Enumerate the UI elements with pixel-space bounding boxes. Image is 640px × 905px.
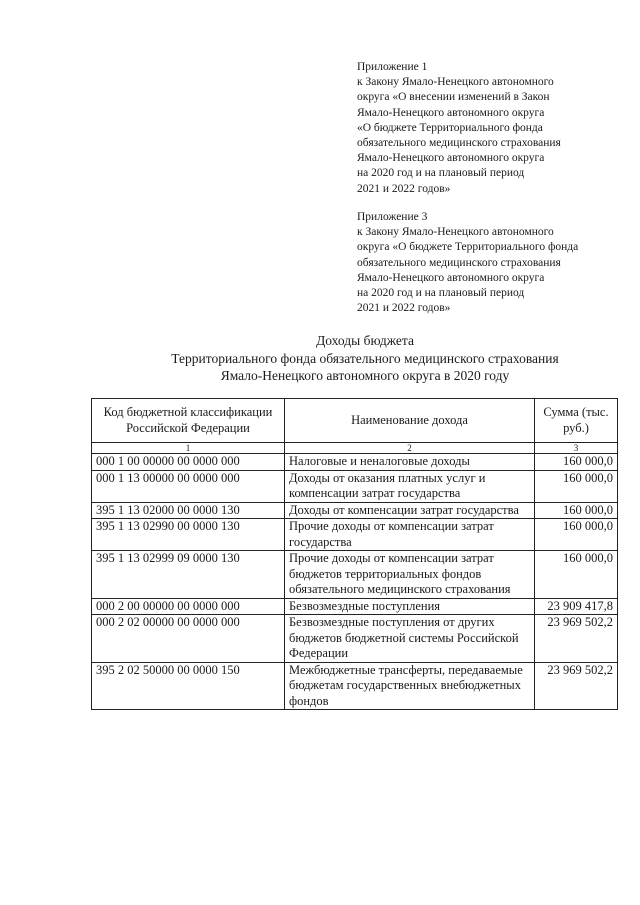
row-code: 000 1 00 00000 00 0000 000 — [92, 454, 285, 471]
row-name: Доходы от оказания платных услуг и компенсации затрат государства — [285, 470, 535, 502]
appendix-3-line: на 2020 год и на плановый период — [357, 287, 525, 300]
row-code: 000 2 00 00000 00 0000 000 — [92, 598, 285, 615]
table-row — [92, 502, 618, 519]
column-number-row — [92, 443, 618, 454]
document-title — [100, 332, 630, 385]
appendix-3-line: Ямало-Ненецкого автономного округа — [357, 271, 545, 284]
row-sum: 160 000,0 — [535, 519, 618, 551]
income-table — [91, 398, 618, 710]
appendix-1-note — [357, 60, 627, 197]
appendix-1-line: обязательного медицинского страхования — [357, 137, 561, 150]
row-sum: 160 000,0 — [535, 454, 618, 471]
appendix-1-line: 2021 и 2022 годов» — [357, 182, 451, 195]
header-row — [92, 399, 618, 443]
row-sum: 160 000,0 — [535, 470, 618, 502]
title-line-3: Ямало-Ненецкого автономного округа в 2020 году — [220, 368, 510, 383]
column-number: 2 — [285, 443, 535, 454]
row-code: 000 2 02 00000 00 0000 000 — [92, 615, 285, 663]
table-row — [92, 615, 618, 663]
appendix-3-line: Приложение 3 — [357, 211, 428, 223]
row-sum: 23 969 502,2 — [535, 662, 618, 710]
row-sum: 160 000,0 — [535, 551, 618, 599]
appendix-3-line: округа «О бюджете Территориального фонда — [357, 241, 579, 254]
row-code: 395 2 02 50000 00 0000 150 — [92, 662, 285, 710]
header-sum: Сумма (тыс. руб.) — [535, 399, 618, 443]
title-line-2: Территориального фонда обязательного медицинского страхования — [171, 350, 559, 366]
row-code: 395 1 13 02990 00 0000 130 — [92, 519, 285, 551]
header-name: Наименование дохода — [285, 399, 535, 443]
table-row — [92, 551, 618, 599]
appendix-1-line: на 2020 год и на плановый период — [357, 167, 525, 180]
row-name: Доходы от компенсации затрат государства — [285, 502, 535, 519]
row-sum: 23 909 417,8 — [535, 598, 618, 615]
appendix-1-line: Приложение 1 — [357, 61, 428, 73]
column-number: 3 — [535, 443, 618, 454]
row-sum: 23 969 502,2 — [535, 615, 618, 663]
row-name: Прочие доходы от компенсации затрат бюджетов территориальных фондов обязательного медицинского страхования — [285, 551, 535, 599]
row-name: Налоговые и неналоговые доходы — [285, 454, 535, 471]
table-row — [92, 470, 618, 502]
row-name: Безвозмездные поступления от других бюджетов бюджетной системы Российской Федерации — [285, 615, 535, 663]
appendix-1-line: «О бюджете Территориального фонда — [357, 121, 543, 134]
appendix-3-line: обязательного медицинского страхования — [357, 256, 561, 269]
table-row — [92, 662, 618, 710]
row-name: Межбюджетные трансферты, передаваемые бюджетам государственных внебюджетных фондов — [285, 662, 535, 710]
row-sum: 160 000,0 — [535, 502, 618, 519]
appendix-3-line: 2021 и 2022 годов» — [357, 302, 451, 315]
appendix-1-line: к Закону Ямало-Ненецкого автономного — [357, 76, 554, 89]
appendix-1-line: Ямало-Ненецкого автономного округа — [357, 106, 545, 119]
appendix-3-line: к Закону Ямало-Ненецкого автономного — [357, 226, 554, 239]
table-row — [92, 519, 618, 551]
table-row — [92, 454, 618, 471]
title-line-1: Доходы бюджета — [316, 333, 414, 348]
appendix-3-note — [357, 210, 627, 316]
column-number: 1 — [92, 443, 285, 454]
row-name: Прочие доходы от компенсации затрат государства — [285, 519, 535, 551]
header-code: Код бюджетной классификации Российской Федерации — [92, 399, 285, 443]
appendix-1-line: округа «О внесении изменений в Закон — [357, 91, 550, 104]
row-code: 000 1 13 00000 00 0000 000 — [92, 470, 285, 502]
table-row — [92, 598, 618, 615]
appendix-1-line: Ямало-Ненецкого автономного округа — [357, 152, 545, 165]
row-code: 395 1 13 02999 09 0000 130 — [92, 551, 285, 599]
row-code: 395 1 13 02000 00 0000 130 — [92, 502, 285, 519]
row-name: Безвозмездные поступления — [285, 598, 535, 615]
